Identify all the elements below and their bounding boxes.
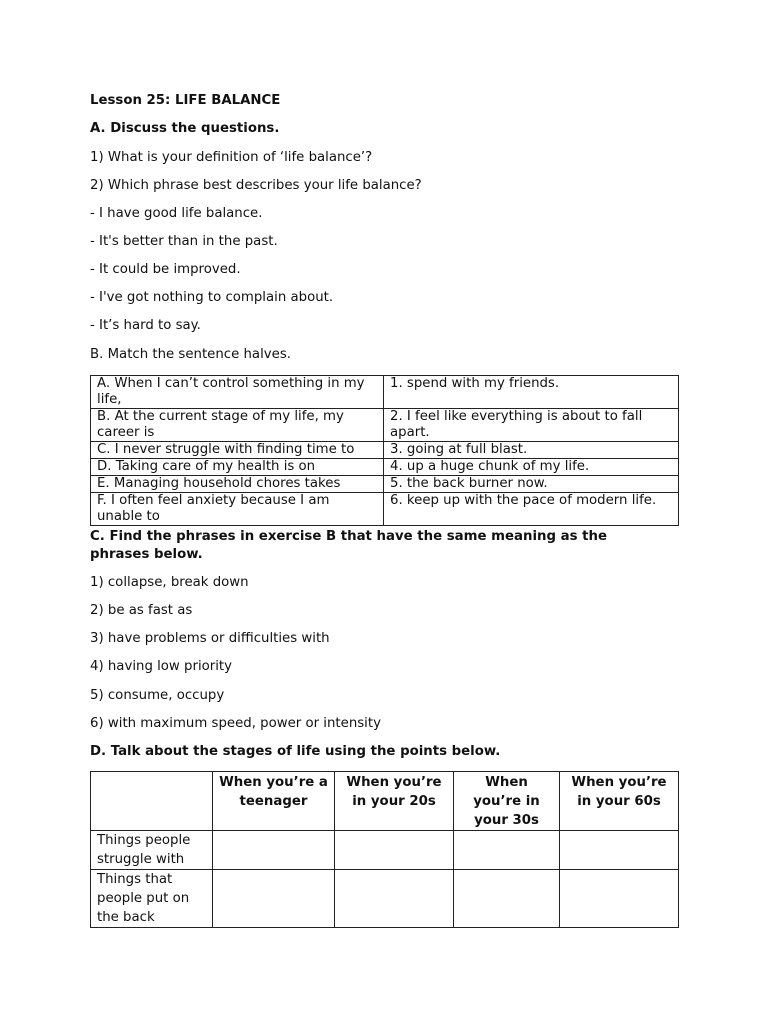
- header-30s: When you’re in your 30s: [454, 772, 560, 831]
- empty-cell: [213, 870, 335, 928]
- header-empty: [91, 772, 213, 831]
- row-label: Things people struggle with: [91, 831, 213, 870]
- table-row: [91, 376, 679, 409]
- option-1: - I have good life balance.: [90, 206, 263, 221]
- header-60s: When you’re in your 60s: [560, 772, 679, 831]
- empty-cell: [213, 831, 335, 870]
- phrase-4: 4) having low priority: [90, 659, 233, 674]
- question-2: 2) Which phrase best describes your life balance?: [90, 178, 422, 193]
- option-5: - It’s hard to say.: [90, 318, 201, 333]
- section-d-heading: D. Talk about the stages of life using the points below.: [90, 744, 501, 759]
- option-2: - It's better than in the past.: [90, 234, 278, 249]
- section-c-heading: C. Find the phrases in exercise B that have the same meaning as the phrases below.: [90, 529, 607, 562]
- stages-table: [90, 771, 679, 928]
- table-row: [91, 476, 679, 493]
- match-left: B. At the current stage of my life, my career is: [91, 409, 384, 442]
- match-right: 6. keep up with the pace of modern life.: [384, 493, 679, 526]
- section-b-heading: B. Match the sentence halves.: [90, 347, 291, 362]
- option-4: - I've got nothing to complain about.: [90, 290, 334, 305]
- empty-cell: [454, 870, 560, 928]
- match-table: [90, 375, 679, 526]
- empty-cell: [454, 831, 560, 870]
- match-left: D. Taking care of my health is on: [91, 459, 384, 476]
- match-right: 4. up a huge chunk of my life.: [384, 459, 679, 476]
- match-right: 1. spend with my friends.: [384, 376, 679, 409]
- match-right: 2. I feel like everything is about to fall apart.: [384, 409, 679, 442]
- match-left: A. When I can’t control something in my life,: [91, 376, 384, 409]
- phrase-1: 1) collapse, break down: [90, 575, 249, 590]
- table-row: [91, 493, 679, 526]
- table-row: [91, 459, 679, 476]
- empty-cell: [335, 870, 454, 928]
- phrase-5: 5) consume, occupy: [90, 688, 225, 703]
- option-3: - It could be improved.: [90, 262, 241, 277]
- section-a-heading: A. Discuss the questions.: [90, 121, 280, 136]
- phrase-3: 3) have problems or difficulties with: [90, 631, 330, 646]
- match-left: E. Managing household chores takes: [91, 476, 384, 493]
- question-1: 1) What is your definition of ‘life balance’?: [90, 150, 373, 165]
- table-row: [91, 409, 679, 442]
- match-right: 5. the back burner now.: [384, 476, 679, 493]
- header-teenager: When you’re a teenager: [213, 772, 335, 831]
- lesson-title: Lesson 25: LIFE BALANCE: [90, 93, 281, 108]
- header-20s: When you’re in your 20s: [335, 772, 454, 831]
- row-label: Things that people put on the back: [91, 870, 213, 928]
- empty-cell: [560, 831, 679, 870]
- table-row: [91, 442, 679, 459]
- phrase-2: 2) be as fast as: [90, 603, 193, 618]
- table-row: [91, 831, 679, 870]
- phrase-6: 6) with maximum speed, power or intensity: [90, 716, 381, 731]
- table-header-row: [91, 772, 679, 831]
- empty-cell: [560, 870, 679, 928]
- match-left: F. I often feel anxiety because I am unable to: [91, 493, 384, 526]
- empty-cell: [335, 831, 454, 870]
- match-left: C. I never struggle with finding time to: [91, 442, 384, 459]
- table-row: [91, 870, 679, 928]
- match-right: 3. going at full blast.: [384, 442, 679, 459]
